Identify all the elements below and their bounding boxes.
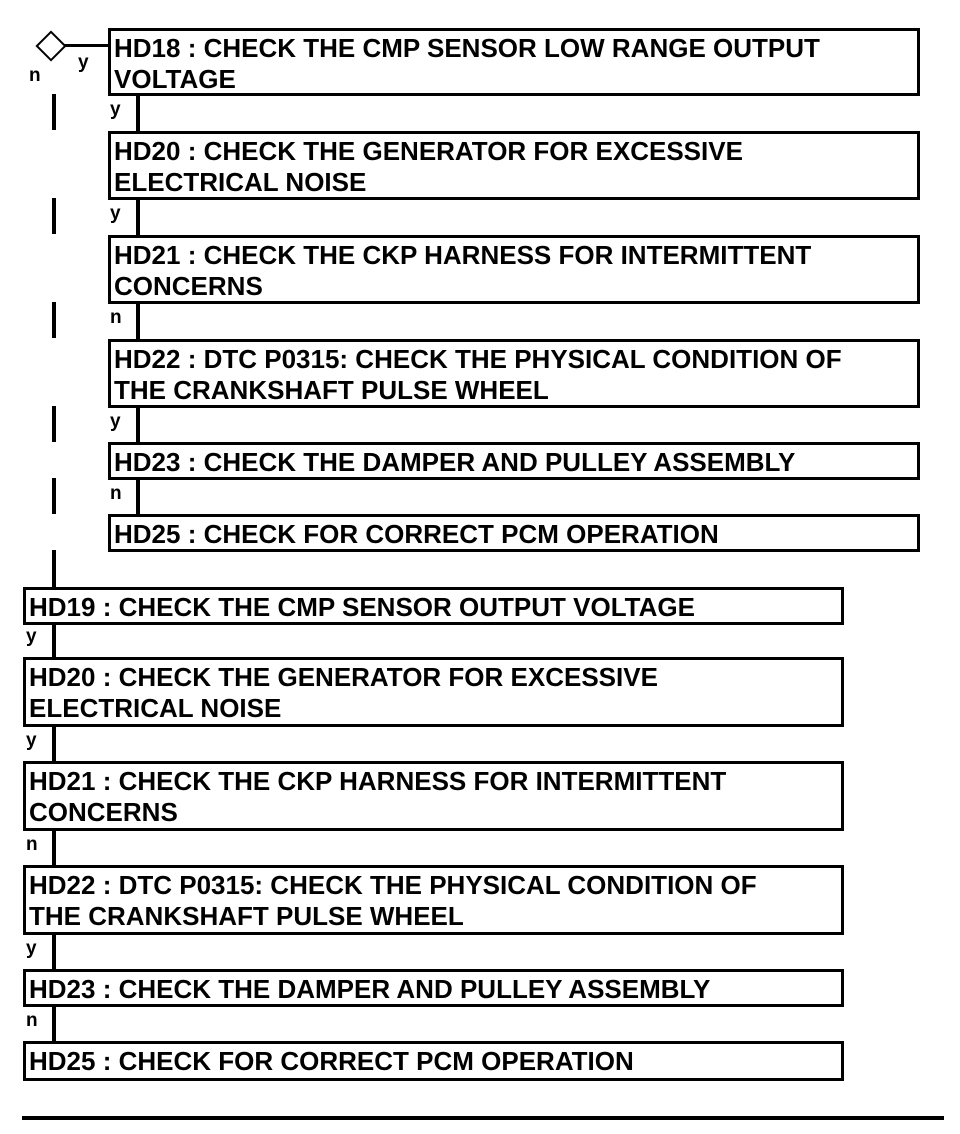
step-hd23-box: HD23 : CHECK THE DAMPER AND PULLEY ASSEMBLY xyxy=(108,442,920,480)
trunk-segment xyxy=(52,198,56,234)
trunk-segment xyxy=(52,406,56,442)
step-hd22-box: HD22 : DTC P0315: CHECK THE PHYSICAL CONDITION OF THE CRANKSHAFT PULSE WHEEL xyxy=(23,865,844,935)
step-connector-label: y xyxy=(26,938,37,959)
decision-no-label: n xyxy=(29,65,41,86)
step-connector-line xyxy=(52,725,56,762)
step-hd20-box: HD20 : CHECK THE GENERATOR FOR EXCESSIVE ELECTRICAL NOISE xyxy=(108,131,920,200)
step-hd25-box: HD25 : CHECK FOR CORRECT PCM OPERATION xyxy=(108,514,920,552)
step-connector-label: n xyxy=(26,1010,38,1031)
step-hd20-box: HD20 : CHECK THE GENERATOR FOR EXCESSIVE ELECTRICAL NOISE xyxy=(23,657,844,727)
step-connector-label: y xyxy=(26,626,37,647)
step-connector-label: y xyxy=(110,203,121,224)
step-connector-label: n xyxy=(26,834,38,855)
step-hd19-box: HD19 : CHECK THE CMP SENSOR OUTPUT VOLTAGE xyxy=(23,587,844,625)
step-connector-label: y xyxy=(110,411,121,432)
step-connector-line xyxy=(136,94,140,132)
step-connector-label: n xyxy=(110,307,122,328)
step-hd21-box: HD21 : CHECK THE CKP HARNESS FOR INTERMITTENT CONCERNS xyxy=(23,761,844,831)
step-connector-label: y xyxy=(26,730,37,751)
trunk-segment xyxy=(52,478,56,514)
step-connector-line xyxy=(52,1005,56,1043)
step-connector-line xyxy=(52,933,56,971)
trunk-segment xyxy=(52,550,56,588)
step-hd23-box: HD23 : CHECK THE DAMPER AND PULLEY ASSEMBLY xyxy=(23,969,844,1007)
step-connector-line xyxy=(136,302,140,340)
decision-yes-connector xyxy=(64,44,110,47)
bottom-divider xyxy=(22,1116,944,1120)
step-connector-line xyxy=(136,198,140,236)
step-connector-label: y xyxy=(110,99,121,120)
step-hd18-box: HD18 : CHECK THE CMP SENSOR LOW RANGE OUTPUT VOLTAGE xyxy=(108,28,920,96)
trunk-segment xyxy=(52,302,56,338)
step-hd21-box: HD21 : CHECK THE CKP HARNESS FOR INTERMITTENT CONCERNS xyxy=(108,235,920,304)
trunk-segment xyxy=(52,94,56,130)
step-connector-label: n xyxy=(110,483,122,504)
step-connector-line xyxy=(52,623,56,659)
step-hd22-box: HD22 : DTC P0315: CHECK THE PHYSICAL CONDITION OF THE CRANKSHAFT PULSE WHEEL xyxy=(108,339,920,408)
decision-yes-label: y xyxy=(78,52,89,73)
decision-diamond xyxy=(35,30,66,61)
step-hd25-box: HD25 : CHECK FOR CORRECT PCM OPERATION xyxy=(23,1041,844,1081)
step-connector-line xyxy=(52,829,56,867)
step-connector-line xyxy=(136,478,140,516)
step-connector-line xyxy=(136,406,140,444)
